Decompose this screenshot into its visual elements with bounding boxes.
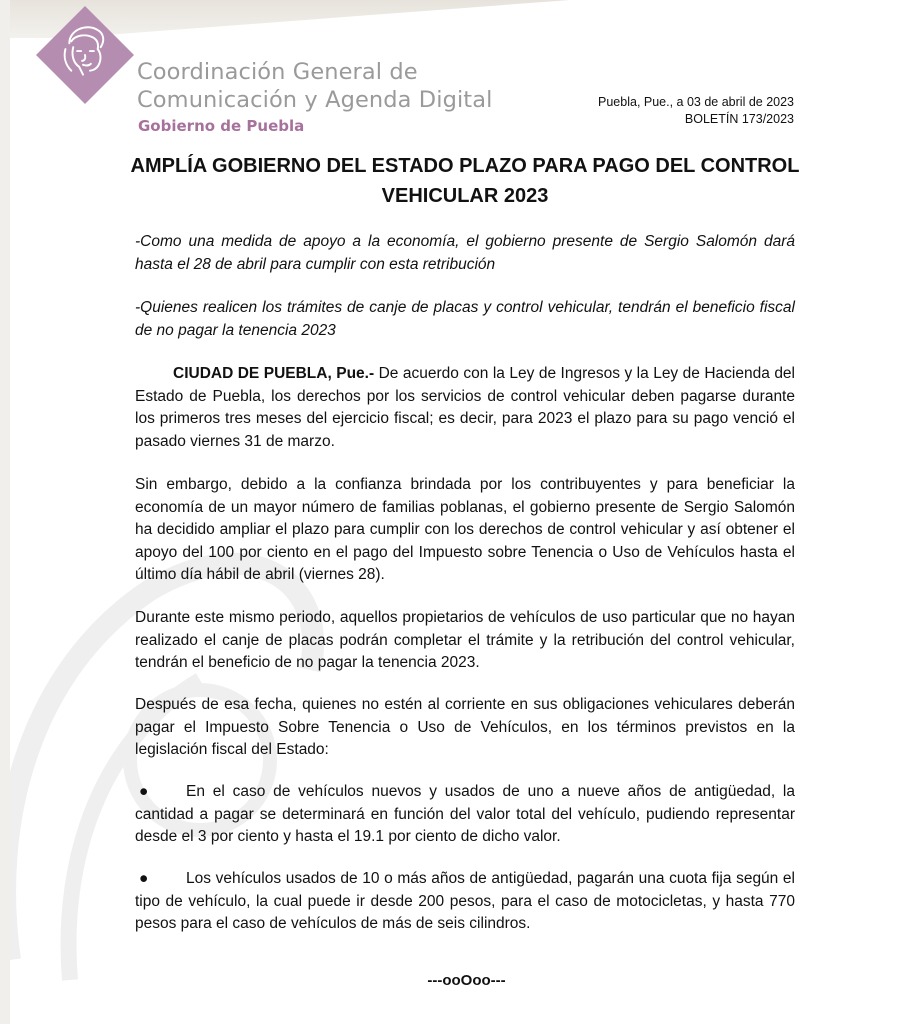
paragraph-1	[135, 363, 795, 453]
coordinacion-logo-icon	[36, 6, 134, 104]
paragraph-1-text: De acuerdo con la Ley de Ingresos y la Ley de Hacienda del Estado de Puebla, los derechos por los servicios de control vehicular deben pagarse durante los primeros tres meses del ejercicio fiscal; es decir, para 2023 el plazo para su pago venció el pasado viernes 31 de marzo.	[135, 365, 796, 450]
closing-mark: ---ooOoo---	[427, 972, 506, 989]
bullet-item-1-text: En el caso de vehículos nuevos y usados de uno a nueve años de antigüedad, la cantidad a pagar se determinará en función del valor total del vehículo, pudiendo representar desde el 3 por ciento y hasta el 19.1 por ciento de dicho valor.	[135, 783, 795, 845]
press-release-title	[70, 151, 860, 211]
paragraph-4: Después de esa fecha, quienes no estén al corriente en sus obligaciones vehiculares deberán pagar el Impuesto Sobre Tenencia o Uso de Vehículos, en los términos previstos en la legislación fiscal del Estado:	[135, 696, 795, 758]
document-page	[10, 0, 923, 1024]
subhead-1: -Como una medida de apoyo a la economía, el gobierno presente de Sergio Salomón dará hasta el 28 de abril para cumplir con esta retribución	[135, 233, 795, 273]
government-name: Gobierno de Puebla	[138, 117, 305, 135]
organization-name-line1: Coordinación General de	[137, 59, 418, 85]
subhead-2: -Quienes realicen los trámites de canje de placas y control vehicular, tendrán el beneficio fiscal de no pagar la tenencia 2023	[135, 299, 795, 339]
bullet-item-1	[135, 781, 795, 849]
paragraph-3: Durante este mismo periodo, aquellos propietarios de vehículos de uso particular que no hayan realizado el canje de placas podrán completar el trámite y la retribución del control vehicular, tendrán el beneficio de no pagar la tenencia 2023.	[135, 609, 795, 671]
bullet-item-2	[135, 868, 795, 936]
paragraph-2: Sin embargo, debido a la confianza brindada por los contribuyentes y para beneficiar la economía de un mayor número de familias poblanas, el gobierno presente de Sergio Salomón ha decidido ampliar el plazo para cumplir con los derechos de control vehicular y así obtener el apoyo del 100 por ciento en el pago del Impuesto sobre Tenencia o Uso de Vehículos hasta el último día hábil de abril (viernes 28).	[135, 476, 795, 583]
bullet-icon: ●	[139, 870, 149, 887]
title-line1: AMPLÍA GOBIERNO DEL ESTADO PLAZO PARA PAGO DEL CONTROL	[130, 155, 800, 177]
bulletin-number: BOLETÍN 173/2023	[684, 112, 794, 126]
title-line2: VEHICULAR 2023	[381, 185, 549, 207]
document-meta	[598, 94, 794, 128]
dateline: CIUDAD DE PUEBLA, Pue.-	[173, 365, 375, 382]
organization-name-line2: Comunicación y Agenda Digital	[137, 87, 493, 113]
place-date: Puebla, Pue., a 03 de abril de 2023	[598, 95, 794, 109]
bullet-item-2-text: Los vehículos usados de 10 o más años de antigüedad, pagarán una cuota fija según el tipo de vehículo, la cual puede ir desde 200 pesos, para el caso de motocicletas, y hasta 770 pesos para el caso de vehículos de más de seis cilindros.	[135, 870, 795, 932]
organization-name	[137, 58, 492, 114]
bullet-icon: ●	[139, 783, 149, 800]
